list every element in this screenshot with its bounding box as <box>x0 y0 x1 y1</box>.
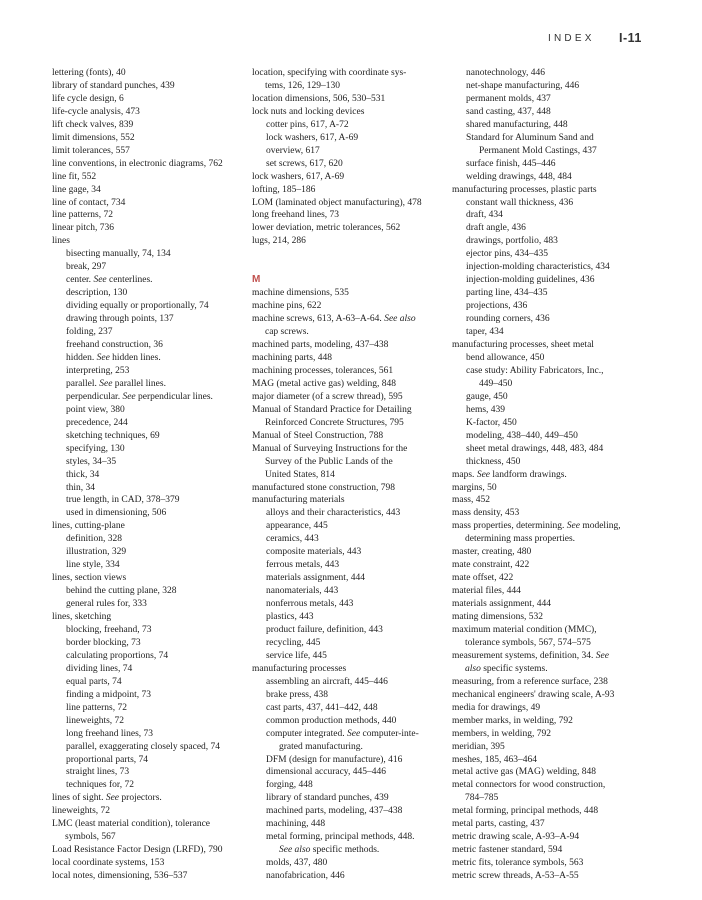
index-subentry: perpendicular. See perpendicular lines. <box>66 391 213 402</box>
index-entry: Manual of Steel Construction, 788 <box>252 430 384 441</box>
index-subentry: library of standard punches, 439 <box>266 793 389 804</box>
index-entry: location, specifying with coordinate sys- <box>252 68 407 78</box>
index-subentry: behind the cutting plane, 328 <box>66 586 177 597</box>
index-subentry: freehand construction, 36 <box>66 340 163 351</box>
index-entry: line conventions, in electronic diagrams, 762 <box>52 158 223 169</box>
index-subentry: dividing equally or proportionally, 74 <box>66 301 209 312</box>
index-entry: maps. See landform drawings. <box>452 469 567 480</box>
index-entry: metal active gas (MAG) welding, 848 <box>452 767 597 778</box>
index-subentry: nonferrous metals, 443 <box>266 599 354 610</box>
index-subentry: injection-molding guidelines, 436 <box>466 275 595 286</box>
index-subentry: styles, 34–35 <box>66 456 117 467</box>
index-subentry: assembling an aircraft, 445–446 <box>266 676 388 687</box>
index-subentry: taper, 434 <box>466 327 504 338</box>
index-subentry: cotter pins, 617, A-72 <box>266 119 349 130</box>
index-entry: mechanical engineers' drawing scale, A-93 <box>452 689 615 700</box>
index-subentry: proportional parts, 74 <box>66 754 149 765</box>
index-entry: major diameter (of a screw thread), 595 <box>252 391 403 402</box>
index-entry: life-cycle analysis, 473 <box>52 106 140 117</box>
index-entry: meshes, 185, 463–464 <box>452 754 537 765</box>
index-entry: meridian, 395 <box>452 741 505 752</box>
index-entry: library of standard punches, 439 <box>52 80 175 91</box>
index-entry: metal parts, casting, 437 <box>452 819 545 830</box>
index-subentry: long freehand lines, 73 <box>66 728 154 739</box>
index-subentry: line style, 334 <box>66 560 120 571</box>
index-entry: metric screw threads, A-53–A-55 <box>452 871 579 882</box>
index-subentry: permanent molds, 437 <box>466 93 551 104</box>
index-subentry: service life, 445 <box>266 650 327 661</box>
index-entry: metal connectors for wood construction, <box>452 780 606 791</box>
index-subentry: precedence, 244 <box>66 417 128 428</box>
index-subentry: K-factor, 450 <box>466 417 517 428</box>
index-subentry: general rules for, 333 <box>66 599 147 610</box>
index-subentry: interpreting, 253 <box>66 365 130 376</box>
index-entry-continuation: cap screws. <box>265 327 309 338</box>
index-subentry: parting line, 434–435 <box>466 288 548 299</box>
index-subentry: used in dimensioning, 506 <box>66 508 167 519</box>
index-entry: measuring, from a reference surface, 238 <box>452 676 608 687</box>
index-subentry: calculating proportions, 74 <box>66 650 169 661</box>
index-subentry: product failure, definition, 443 <box>266 624 383 635</box>
index-entry: lower deviation, metric tolerances, 562 <box>252 223 401 234</box>
index-subentry: bend allowance, 450 <box>466 352 545 363</box>
index-entry: lugs, 214, 286 <box>252 236 306 247</box>
index-entry: lines, section views <box>52 573 127 584</box>
page-header <box>0 33 702 49</box>
index-subentry: gauge, 450 <box>466 391 508 402</box>
index-subentry: drawing through points, 137 <box>66 314 174 325</box>
page-number: I-11 <box>619 31 642 45</box>
index-column-1 <box>52 67 248 883</box>
index-entry: lift check valves, 839 <box>52 119 134 130</box>
index-entry-continuation: See also specific methods. <box>279 845 380 856</box>
index-subentry: forging, 448 <box>266 780 313 791</box>
index-entry: mass properties, determining. See modeling, <box>452 521 621 532</box>
index-subentry: techniques for, 72 <box>66 780 134 791</box>
index-entry: metric fastener standard, 594 <box>452 845 563 856</box>
index-entry: machine dimensions, 535 <box>252 288 349 299</box>
index-entry: LMC (least material condition), tolerance <box>52 819 211 830</box>
index-subentry: hidden. See hidden lines. <box>66 352 161 363</box>
index-subentry: lineweights, 72 <box>66 715 125 726</box>
index-entry: long freehand lines, 73 <box>252 210 340 221</box>
index-subentry: lock washers, 617, A-69 <box>266 132 359 143</box>
index-subentry: metal forming, principal methods, 448. <box>266 832 415 843</box>
index-entry-continuation: Permanent Mold Castings, 437 <box>479 145 597 156</box>
index-subentry: sheet metal drawings, 448, 483, 484 <box>466 443 604 454</box>
index-subentry: brake press, 438 <box>266 689 328 700</box>
index-subentry: description, 130 <box>66 288 128 299</box>
index-subentry: nanotechnology, 446 <box>466 68 546 78</box>
index-subentry: computer integrated. See computer-inte- <box>266 728 419 739</box>
index-entry-continuation: symbols, 567 <box>65 832 116 843</box>
index-subentry: molds, 437, 480 <box>266 858 328 869</box>
index-subentry: materials assignment, 444 <box>266 573 365 584</box>
index-subentry: sketching techniques, 69 <box>66 430 160 441</box>
index-subentry: machining, 448 <box>266 819 326 830</box>
blank-line <box>252 261 448 274</box>
index-entry: mate offset, 422 <box>452 573 514 584</box>
index-entry: mating dimensions, 532 <box>452 612 544 623</box>
index-subentry: center. See centerlines. <box>66 275 153 286</box>
index-subentry: overview, 617 <box>266 145 320 156</box>
index-entry: life cycle design, 6 <box>52 93 124 104</box>
index-entry: margins, 50 <box>452 482 497 493</box>
index-entry: location dimensions, 506, 530–531 <box>252 93 386 104</box>
index-subentry: hems, 439 <box>466 404 506 415</box>
index-subentry: modeling, 438–440, 449–450 <box>466 430 578 441</box>
index-entry: lines, sketching <box>52 612 112 623</box>
index-subentry: welding drawings, 448, 484 <box>466 171 572 182</box>
index-entry: machine pins, 622 <box>252 301 322 312</box>
index-subentry: equal parts, 74 <box>66 676 122 687</box>
index-subentry: true length, in CAD, 378–379 <box>66 495 180 506</box>
index-subentry: drawings, portfolio, 483 <box>466 236 558 247</box>
index-entry: machined parts, modeling, 437–438 <box>252 340 389 351</box>
index-subentry: injection-molding characteristics, 434 <box>466 262 610 273</box>
index-entry: lock washers, 617, A-69 <box>252 171 345 182</box>
index-entry: manufactured stone construction, 798 <box>252 482 395 493</box>
index-subentry: plastics, 443 <box>266 612 314 623</box>
index-subentry: point view, 380 <box>66 404 125 415</box>
index-entry-continuation: Reinforced Concrete Structures, 795 <box>265 417 404 428</box>
index-entry: limit tolerances, 557 <box>52 145 130 156</box>
index-entry: limit dimensions, 552 <box>52 132 135 143</box>
index-entry: lettering (fonts), 40 <box>52 68 126 78</box>
index-entry: material files, 444 <box>452 586 521 597</box>
index-entry-continuation: determining mass properties. <box>465 534 576 545</box>
index-entry: Manual of Surveying Instructions for the <box>252 443 408 454</box>
index-subentry: parallel. See parallel lines. <box>66 378 166 389</box>
index-entry: lineweights, 72 <box>52 806 111 817</box>
index-entry-continuation: 449–450 <box>479 378 513 389</box>
index-subentry: thick, 34 <box>66 469 100 480</box>
index-subentry: sand casting, 437, 448 <box>466 106 551 117</box>
index-entry: manufacturing processes, sheet metal <box>452 340 594 351</box>
index-column-2 <box>252 67 448 883</box>
index-entry: materials assignment, 444 <box>452 599 551 610</box>
index-entry-continuation: grated manufacturing. <box>279 741 363 752</box>
index-column-3 <box>452 67 652 883</box>
index-subentry: surface finish, 445–446 <box>466 158 556 169</box>
index-entry: line of contact, 734 <box>52 197 126 208</box>
index-subentry: composite materials, 443 <box>266 547 362 558</box>
index-subentry: nanofabrication, 446 <box>266 871 345 882</box>
index-entry: line fit, 552 <box>52 171 97 182</box>
index-entry: mate constraint, 422 <box>452 560 530 571</box>
index-entry: machining processes, tolerances, 561 <box>252 365 394 376</box>
index-subentry: Standard for Aluminum Sand and <box>466 132 594 143</box>
index-entry: lofting, 185–186 <box>252 184 316 195</box>
index-subentry: constant wall thickness, 436 <box>466 197 574 208</box>
index-subentry: finding a midpoint, 73 <box>66 689 151 700</box>
index-subentry: parallel, exaggerating closely spaced, 74 <box>66 741 221 752</box>
index-entry: manufacturing materials <box>252 495 345 506</box>
index-subentry: ejector pins, 434–435 <box>466 249 549 260</box>
index-entry: MAG (metal active gas) welding, 848 <box>252 378 397 389</box>
index-entry-continuation: tolerance symbols, 567, 574–575 <box>465 637 591 648</box>
index-subentry: cast parts, 437, 441–442, 448 <box>266 702 378 713</box>
index-entry: machine screws, 613, A-63–A-64. See also <box>252 314 416 325</box>
index-entry: local notes, dimensioning, 536–537 <box>52 871 188 882</box>
index-subentry: draft angle, 436 <box>466 223 526 234</box>
index-entry: lines of sight. See projectors. <box>52 793 162 804</box>
blank-line <box>252 248 448 261</box>
index-subentry: net-shape manufacturing, 446 <box>466 80 580 91</box>
index-subentry: case study: Ability Fabricators, Inc., <box>466 365 604 376</box>
index-entry-continuation: United States, 814 <box>265 469 335 480</box>
index-entry: lock nuts and locking devices <box>252 106 365 117</box>
running-head: INDEX <box>548 33 595 44</box>
index-subentry: bisecting manually, 74, 134 <box>66 249 171 260</box>
index-entry: metric fits, tolerance symbols, 563 <box>452 858 584 869</box>
index-entry: metric drawing scale, A-93–A-94 <box>452 832 580 843</box>
index-entry: manufacturing processes, plastic parts <box>452 184 597 195</box>
index-entry-continuation: also specific systems. <box>465 663 548 674</box>
index-entry: LOM (laminated object manufacturing), 478 <box>252 197 422 208</box>
index-entry: Manual of Standard Practice for Detailing <box>252 404 412 415</box>
index-entry: lines <box>52 236 70 247</box>
index-subentry: thin, 34 <box>66 482 96 493</box>
index-entry: Load Resistance Factor Design (LRFD), 790 <box>52 845 223 856</box>
index-subentry: dividing lines, 74 <box>66 663 133 674</box>
index-subentry: DFM (design for manufacture), 416 <box>266 754 403 765</box>
index-subentry: ferrous metals, 443 <box>266 560 340 571</box>
index-subentry: blocking, freehand, 73 <box>66 624 152 635</box>
index-subentry: alloys and their characteristics, 443 <box>266 508 401 519</box>
index-subentry: definition, 328 <box>66 534 122 545</box>
index-entry-continuation: 784–785 <box>465 793 499 804</box>
index-subentry: common production methods, 440 <box>266 715 397 726</box>
index-entry: manufacturing processes <box>252 663 347 674</box>
index-subentry: folding, 237 <box>66 327 113 338</box>
index-subentry: dimensional accuracy, 445–446 <box>266 767 386 778</box>
index-entry: maximum material condition (MMC), <box>452 624 597 635</box>
index-subentry: break, 297 <box>66 262 107 273</box>
index-entry: measurement systems, definition, 34. See <box>452 650 609 661</box>
index-entry: member marks, in welding, 792 <box>452 715 573 726</box>
index-subentry: thickness, 450 <box>466 456 521 467</box>
index-entry: lines, cutting-plane <box>52 521 125 532</box>
index-entry: line gage, 34 <box>52 184 101 195</box>
index-subentry: set screws, 617, 620 <box>266 158 343 169</box>
index-entry: media for drawings, 49 <box>452 702 541 713</box>
index-subentry: recycling, 445 <box>266 637 321 648</box>
index-subentry: ceramics, 443 <box>266 534 319 545</box>
index-subentry: projections, 436 <box>466 301 528 312</box>
index-subentry: nanomaterials, 443 <box>266 586 339 597</box>
index-entry: metal forming, principal methods, 448 <box>452 806 599 817</box>
index-subentry: machined parts, modeling, 437–438 <box>266 806 403 817</box>
index-entry: machining parts, 448 <box>252 352 332 363</box>
index-entry: master, creating, 480 <box>452 547 532 558</box>
section-letter: M <box>252 274 261 286</box>
index-subentry: shared manufacturing, 448 <box>466 119 568 130</box>
index-entry-continuation: Survey of the Public Lands of the <box>265 456 393 467</box>
index-subentry: appearance, 445 <box>266 521 328 532</box>
index-entry: linear pitch, 736 <box>52 223 114 234</box>
index-subentry: specifying, 130 <box>66 443 125 454</box>
index-entry: mass density, 453 <box>452 508 520 519</box>
index-entry-continuation: tems, 126, 129–130 <box>265 80 340 91</box>
index-subentry: border blocking, 73 <box>66 637 141 648</box>
index-entry: local coordinate systems, 153 <box>52 858 165 869</box>
index-subentry: line patterns, 72 <box>66 702 127 713</box>
index-entry: mass, 452 <box>452 495 490 506</box>
index-entry: members, in welding, 792 <box>452 728 551 739</box>
index-subentry: illustration, 329 <box>66 547 127 558</box>
index-subentry: draft, 434 <box>466 210 503 221</box>
index-subentry: rounding corners, 436 <box>466 314 550 325</box>
index-entry: line patterns, 72 <box>52 210 113 221</box>
index-subentry: straight lines, 73 <box>66 767 130 778</box>
